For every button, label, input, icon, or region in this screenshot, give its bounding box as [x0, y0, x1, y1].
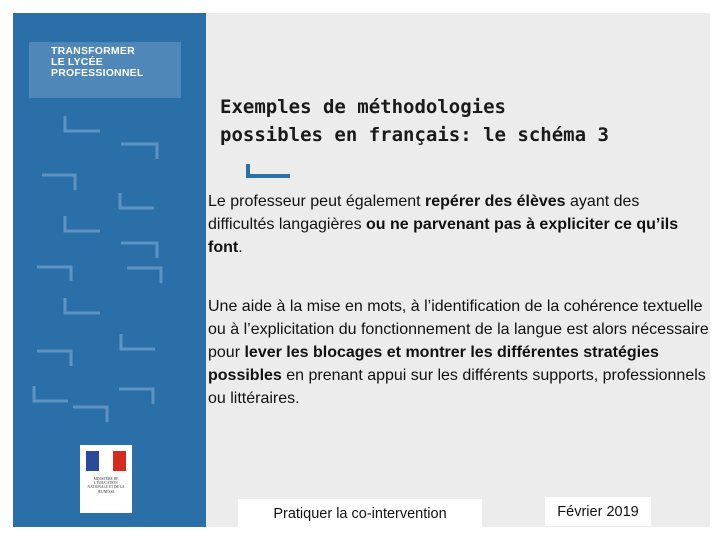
title-line-1: Exemples de méthodologies [220, 96, 506, 118]
ministry-emblem [80, 445, 132, 513]
paragraph-1-bold-2: ou ne parvenant pas à expliciter ce qu’ils font [208, 216, 679, 256]
paragraph-2 [208, 295, 710, 410]
slide-title [220, 93, 700, 149]
paragraph-1 [208, 190, 710, 259]
paragraph-1-text-3: . [238, 239, 243, 256]
paragraph-2-text-1: Une aide à la mise en mots, à l’identification de la cohérence textuelle ou à l’explicitation du fonctionnement de la langue est alors nécessaire pour [208, 298, 709, 361]
marianne-flag-icon [86, 451, 126, 471]
title-line-2: possibles en français: le schéma 3 [220, 124, 609, 146]
content-panel [206, 13, 710, 527]
logo-line-1: TRANSFORMER [51, 45, 135, 57]
paragraph-1-text-1: Le professeur peut également [208, 193, 426, 210]
footer-date: Février 2019 [545, 497, 651, 526]
bracket-pattern-decoration [13, 13, 206, 433]
paragraph-1-bold-1: repérer des élèves [425, 193, 566, 210]
emblem-caption: MINISTÈRE DE L'ÉDUCATION NATIONALE ET DE LA JEUNESSE [87, 477, 125, 494]
logo-line-3: PROFESSIONNEL [51, 67, 144, 79]
footer-label: Pratiquer la co-intervention [238, 499, 482, 528]
title-accent-bracket [246, 164, 292, 180]
paragraph-2-bold-1: lever les blocages et montrer les différentes stratégies possibles [208, 344, 659, 384]
paragraph-2-text-2: en prenant appui sur les différents supports, professionnels ou littéraires. [208, 367, 706, 407]
logo-line-2: LE LYCÉE [51, 56, 103, 68]
paragraph-1-text-2: ayant des difficultés langagières [208, 193, 640, 233]
